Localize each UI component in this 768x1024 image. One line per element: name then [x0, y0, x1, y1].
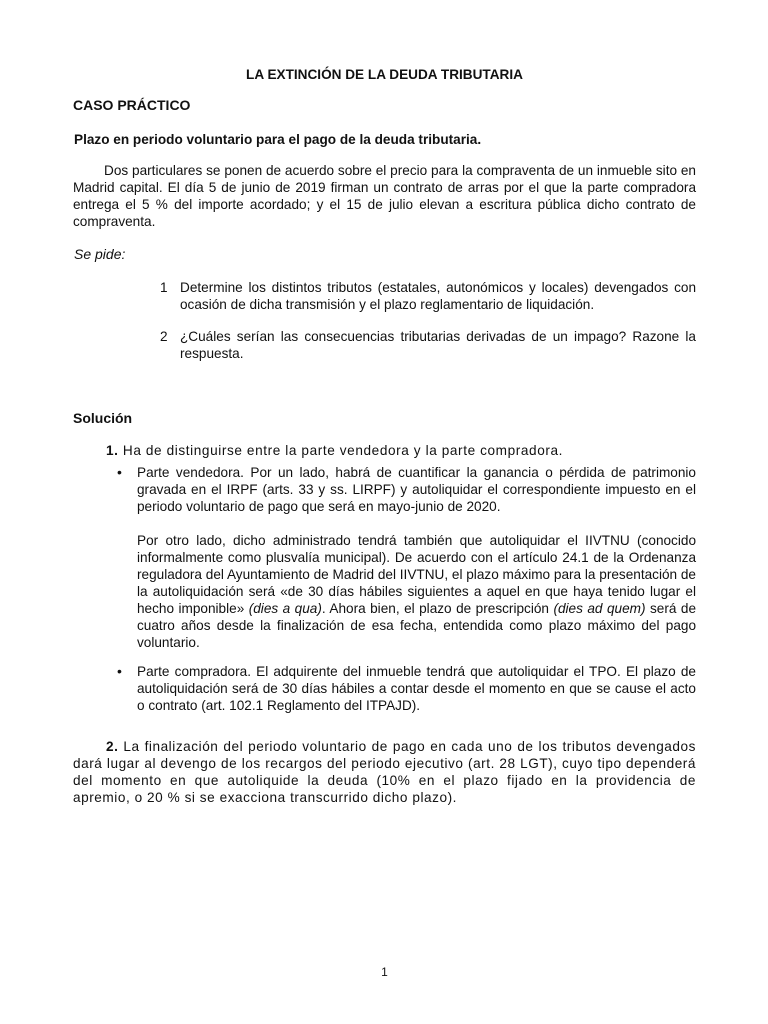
question-number: 1 [160, 280, 168, 295]
solution-point-text: La finalización del periodo voluntario de pago en cada uno de los tributos devengados dará lugar al devengo de los recargos del periodo ejecutivo (art. 28 LGT), cuyo tipo dependerá del momento en que autoliquide la deuda (10% en el plazo fijado en la providencia de apremio, o 20 % si se exacciona transcurrido dicho plazo). [73, 739, 696, 805]
seller-italic-dies-a-qua: (dies a qua) [248, 601, 322, 616]
seller-italic-dies-ad-quem: (dies ad quem) [553, 601, 646, 616]
seller-text-b: . Ahora bien, el plazo de prescripción [321, 601, 554, 616]
question-number: 2 [160, 329, 168, 344]
solution-point-number: 2. [106, 739, 119, 754]
question-text: ¿Cuáles serían las consecuencias tributarias derivadas de un impago? Razone la respuesta. [180, 329, 696, 361]
solution-point-1 [106, 442, 563, 459]
solution-point-number: 1. [106, 443, 119, 458]
seller-paragraph-2 [137, 532, 696, 651]
solution-point-text: Ha de distinguirse entre la parte vendedora y la parte compradora. [118, 443, 564, 458]
case-heading: CASO PRÁCTICO [73, 97, 191, 113]
bullet-buyer [117, 663, 696, 714]
se-pide-label: Se pide: [74, 246, 126, 262]
solution-heading: Solución [73, 410, 133, 426]
bullet-seller [117, 464, 696, 651]
case-statement: Dos particulares se ponen de acuerdo sobre el precio para la compraventa de un inmueble sito en Madrid capital. El día 5 de junio de 2019 firman un contrato de arras por el que la parte compradora entrega el 5 % del importe acordado; y el 15 de julio elevan a escritura pública dicho contrato de compraventa. [73, 163, 696, 229]
document-title: LA EXTINCIÓN DE LA DEUDA TRIBUTARIA [246, 67, 523, 82]
solution-point-2 [73, 738, 696, 806]
question-item [160, 328, 696, 362]
seller-paragraph-1: Parte vendedora. Por un lado, habrá de cuantificar la ganancia o pérdida de patrimonio gravada en el IRPF (arts. 33 y ss. LIRPF) y autoliquidar el correspondiente impuesto en el periodo voluntario de pago que será en mayo-junio de 2020. [137, 465, 696, 514]
document-page [73, 0, 696, 1024]
question-item [160, 279, 696, 313]
question-text: Determine los distintos tributos (estatales, autonómicos y locales) devengados con ocasión de dicha transmisión y el plazo reglamentario de liquidación. [180, 280, 696, 312]
page-number: 1 [381, 965, 388, 979]
buyer-paragraph: Parte compradora. El adquirente del inmueble tendrá que autoliquidar el TPO. El plazo de autoliquidación será de 30 días hábiles a contar desde el momento en que se cause el acto o contrato (art. 102.1 Reglamento del ITPAJD). [137, 664, 696, 713]
seller-text-c: será de cuatro años desde la finalización de esa fecha, entendida como plazo máximo del pago voluntario. [137, 601, 696, 650]
bullet-dot-icon: • [117, 663, 122, 679]
case-subtitle: Plazo en periodo voluntario para el pago de la deuda tributaria. [74, 132, 482, 147]
seller-text-a: Por otro lado, dicho administrado tendrá también que autoliquidar el IIVTNU (conocido informalmente como plusvalía municipal). De acuerdo con el artículo 24.1 de la Ordenanza reguladora del Ayuntamiento de Madrid del IIVTNU, el plazo máximo para la presentación de la autoliquidación será «de 30 días hábiles siguientes a aquel en que haya tenido lugar el hecho imponible» [137, 533, 696, 616]
bullet-dot-icon: • [117, 464, 122, 480]
